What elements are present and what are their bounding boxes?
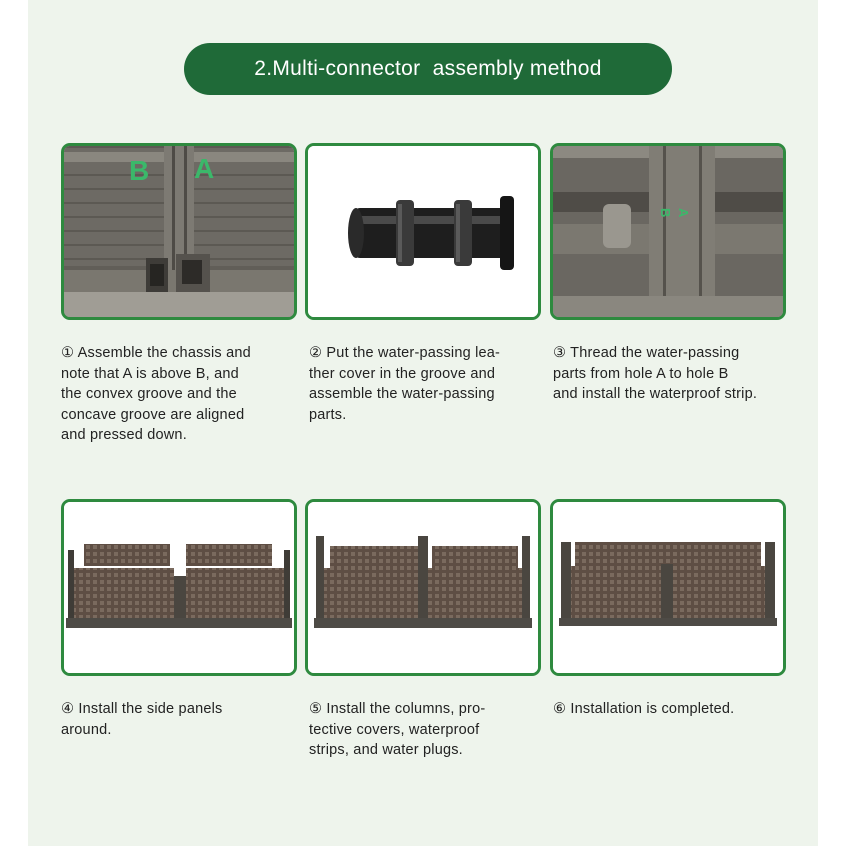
marking-b: B — [658, 208, 673, 218]
step-3-caption — [553, 343, 813, 405]
marking-a: A — [194, 153, 215, 184]
step-1-image — [61, 143, 297, 320]
completed-photo — [553, 502, 783, 673]
caption-line: parts from hole A to hole B — [553, 365, 729, 382]
columns-photo — [308, 502, 538, 673]
caption-line: ② Put the water-passing lea- — [309, 345, 501, 361]
caption-line: strips, and water plugs. — [309, 742, 463, 758]
caption-line: tective covers, waterproof — [309, 721, 480, 738]
caption-line: ther cover in the groove and — [309, 365, 496, 382]
step-4-image — [61, 499, 297, 676]
step-3-image — [550, 143, 786, 320]
step-1-caption — [61, 343, 297, 446]
side-panels-photo — [64, 502, 294, 673]
title-banner — [184, 43, 672, 95]
step-4-caption — [61, 699, 297, 740]
caption-line: concave groove are aligned — [61, 406, 245, 423]
marking-a: A — [676, 208, 691, 218]
step-2-caption — [309, 343, 545, 425]
caption-line: assemble the water-passing — [309, 386, 495, 402]
step-5-image — [305, 499, 541, 676]
page-title: 2.Multi-connector assembly method — [254, 57, 602, 80]
caption-line: ① Assemble the chassis and — [61, 345, 251, 361]
step-5-caption — [309, 699, 545, 761]
caption-line: and pressed down. — [61, 427, 187, 443]
step-2-image — [305, 143, 541, 320]
caption-line: ⑤ Install the columns, pro- — [309, 701, 486, 717]
caption-line: the convex groove and the — [61, 386, 237, 402]
caption-line: ③ Thread the water-passing — [553, 345, 740, 361]
step-6-caption — [553, 699, 789, 720]
caption-line: around. — [61, 721, 112, 738]
step-6-image — [550, 499, 786, 676]
caption-line: note that A is above B, and — [61, 365, 239, 382]
caption-line: parts. — [309, 406, 347, 423]
connector-photo — [308, 146, 538, 317]
hole-photo — [553, 146, 783, 317]
caption-line: ⑥ Installation is completed. — [553, 701, 735, 717]
caption-line: ④ Install the side panels — [61, 701, 223, 717]
caption-line: and install the waterproof strip. — [553, 386, 758, 402]
chassis-photo — [64, 146, 294, 317]
marking-b: B — [129, 155, 150, 186]
